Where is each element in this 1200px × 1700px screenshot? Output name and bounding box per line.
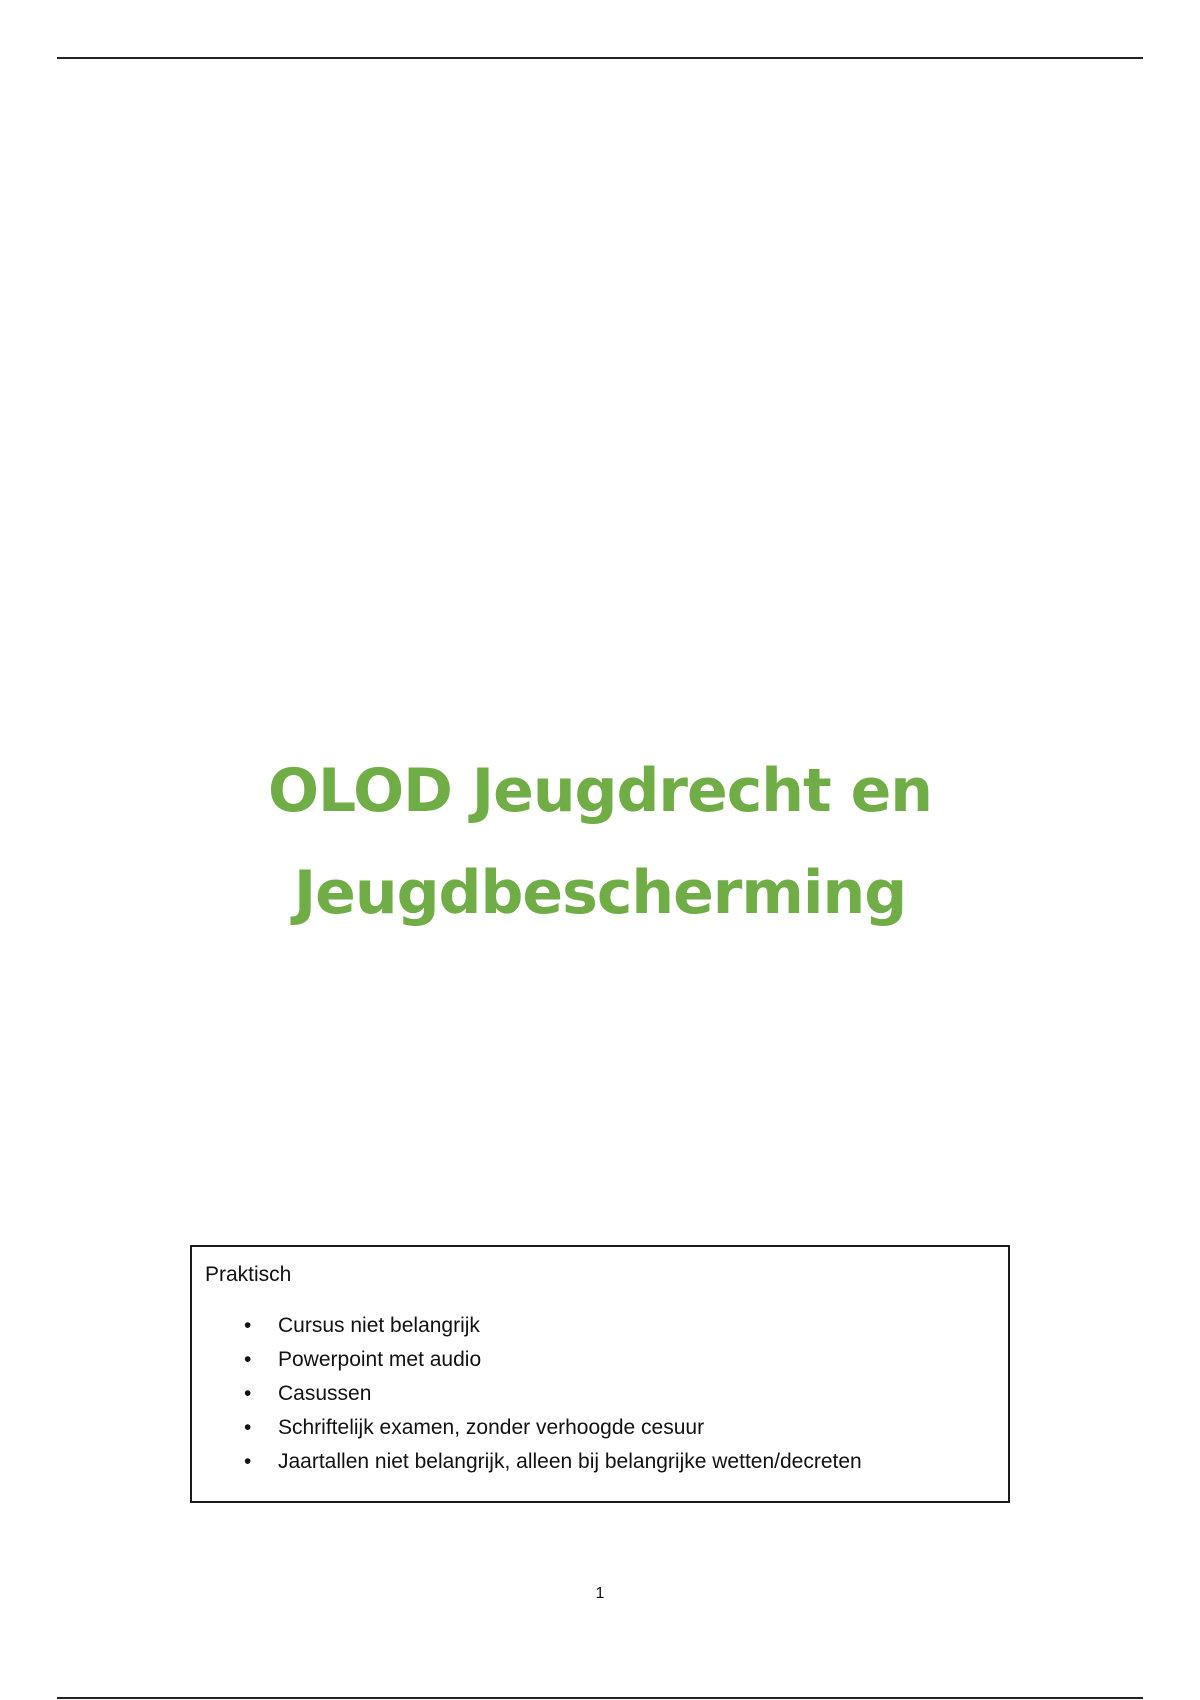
list-item-text: Cursus niet belangrijk — [278, 1314, 480, 1337]
document-title — [0, 740, 1200, 944]
bullet-icon: • — [244, 1348, 252, 1371]
list-item-text: Jaartallen niet belangrijk, alleen bij belangrijke wetten/decreten — [278, 1450, 862, 1473]
footer-rule — [57, 1697, 1143, 1699]
bullet-icon: • — [244, 1450, 252, 1473]
list-item-text: Casussen — [278, 1382, 372, 1405]
practical-info-box — [190, 1245, 1010, 1503]
box-heading: Praktisch — [205, 1263, 292, 1286]
bullet-icon: • — [244, 1416, 252, 1439]
list-item-text: Schriftelijk examen, zonder verhoogde cesuur — [278, 1416, 705, 1439]
list-item-text: Powerpoint met audio — [278, 1348, 482, 1371]
bullet-icon: • — [244, 1382, 252, 1405]
page-number: 1 — [595, 1585, 605, 1602]
title-line-1: OLOD Jeugdrecht en — [268, 756, 932, 827]
header-rule — [57, 57, 1143, 59]
bullet-icon: • — [244, 1314, 252, 1337]
title-line-2: Jeugdbescherming — [293, 858, 907, 929]
